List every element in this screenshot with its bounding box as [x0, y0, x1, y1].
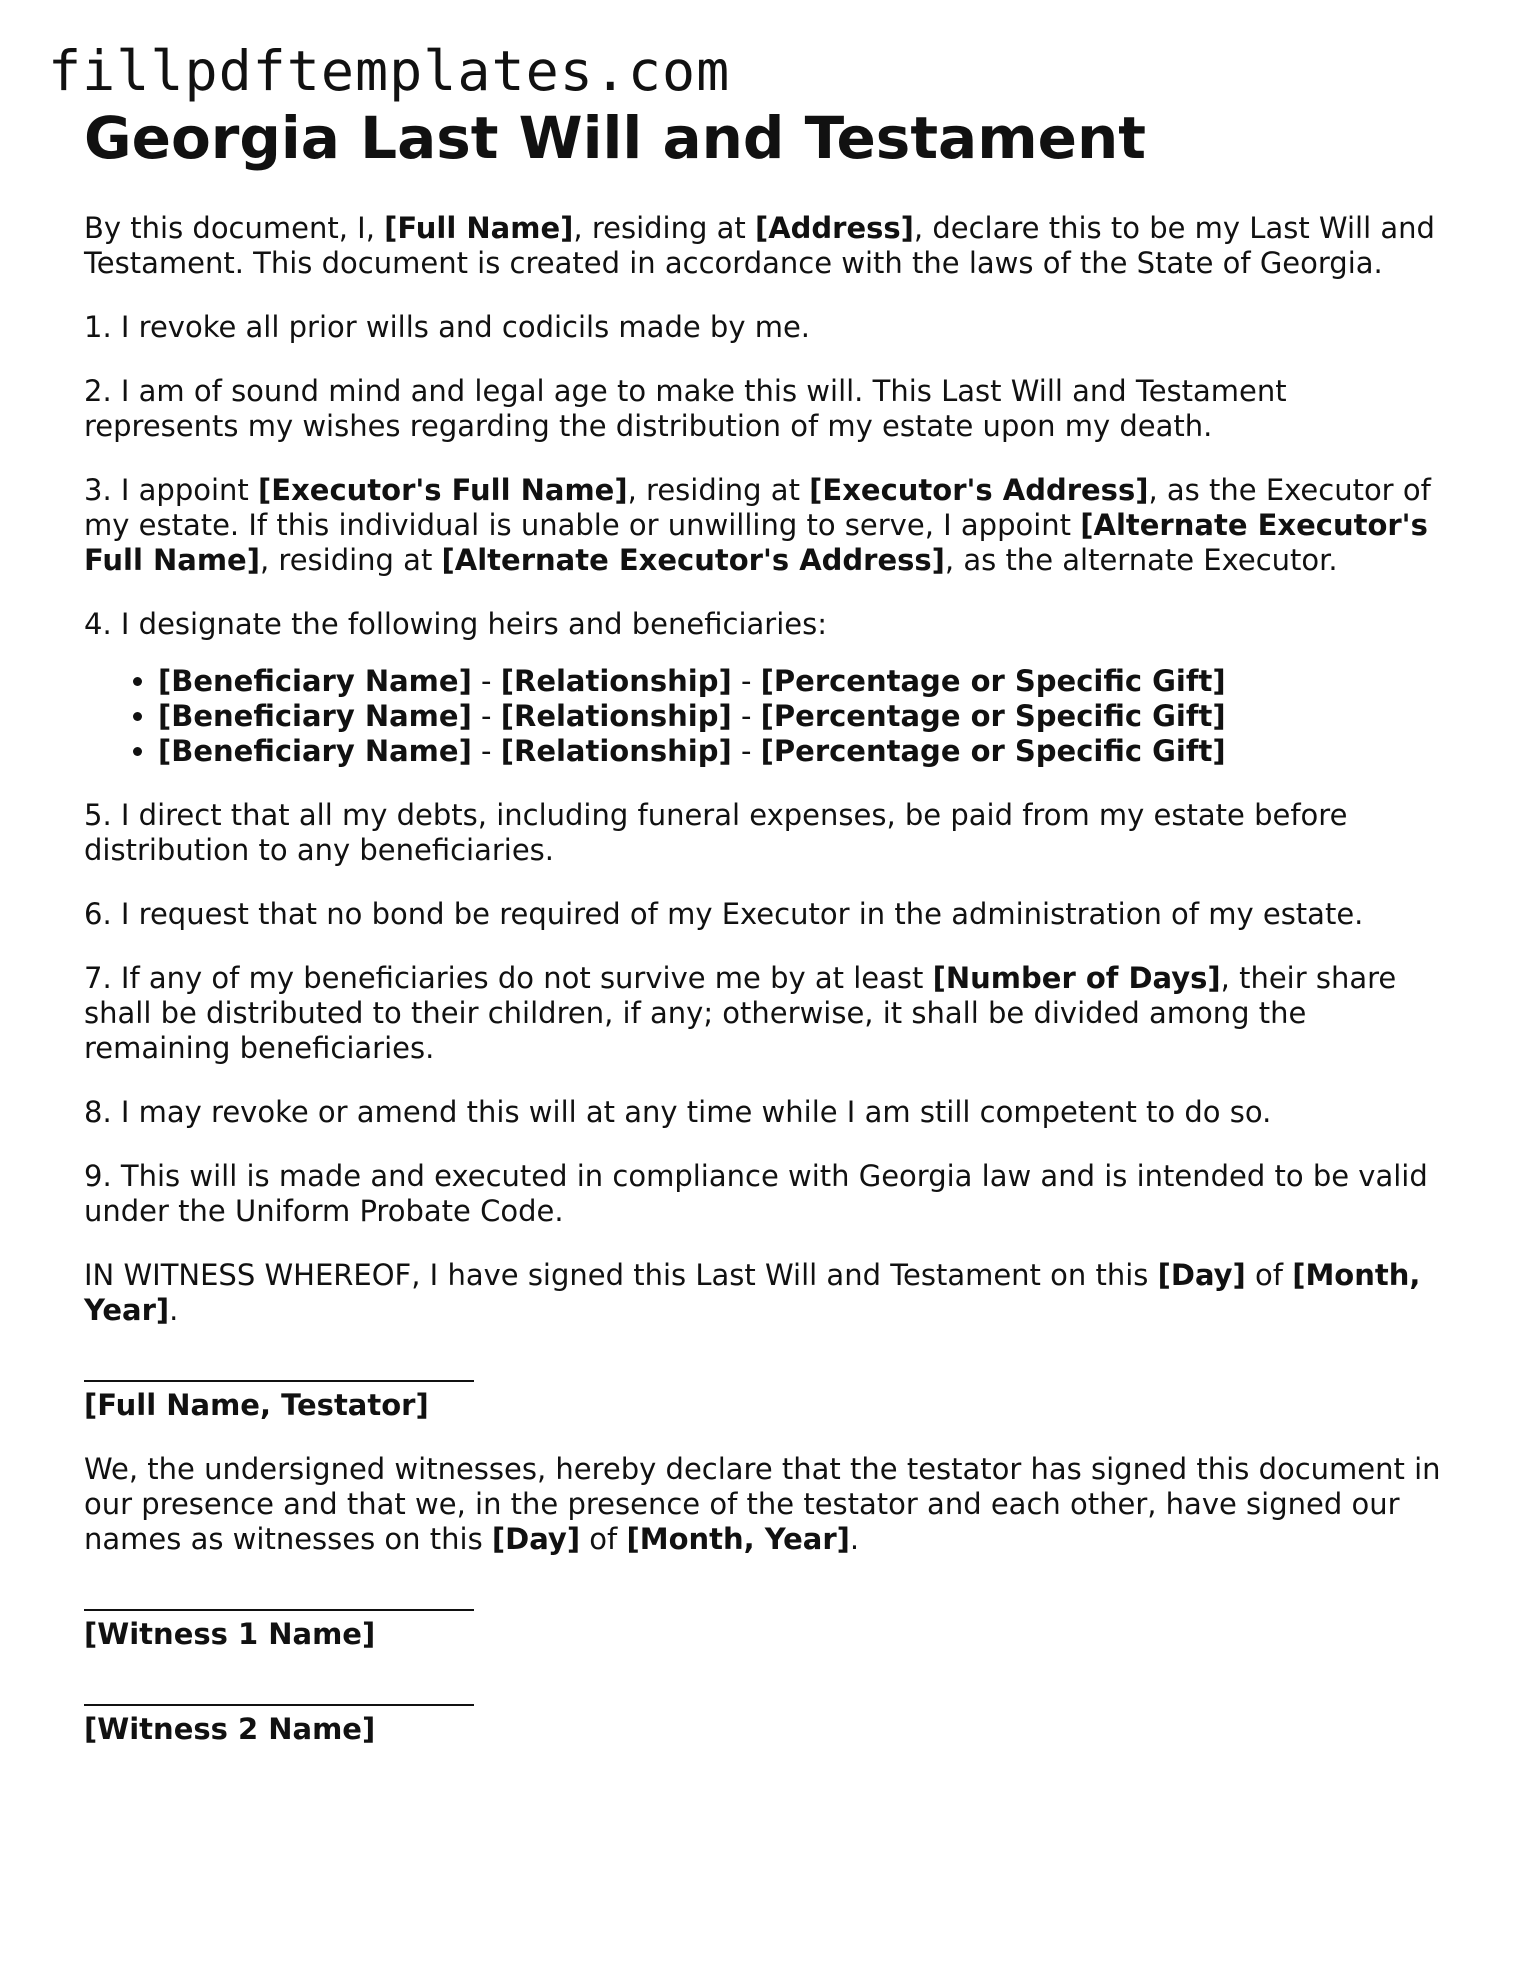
- list-item: [158, 734, 1444, 769]
- clause-3: [84, 473, 1444, 578]
- number-of-days-placeholder: [Number of Days]: [932, 960, 1221, 995]
- executor-name-placeholder: [Executor's Full Name]: [258, 472, 628, 507]
- clause-3-text-2: , residing at: [627, 472, 810, 507]
- beneficiary-name: [Beneficiary Name]: [158, 698, 472, 733]
- separator: -: [471, 733, 501, 768]
- testator-name-placeholder: [Full Name, Testator]: [84, 1387, 429, 1422]
- clause-9: 9. This will is made and executed in compliance with Georgia law and is intended to be valid under the Uniform Probate Code.: [84, 1158, 1428, 1228]
- list-item: [158, 699, 1444, 734]
- beneficiary-relationship: [Relationship]: [500, 698, 732, 733]
- full-name-placeholder: [Full Name]: [384, 210, 574, 245]
- witness-declaration-text-2: of: [580, 1521, 627, 1556]
- witness-whereof-text-3: .: [169, 1292, 179, 1327]
- separator: -: [731, 698, 761, 733]
- witness-1-signature-block: [84, 1609, 1444, 1652]
- intro-text-2: , residing at: [573, 210, 755, 245]
- witness-whereof-text-2: of: [1245, 1257, 1293, 1292]
- witness-2-signature-block: [84, 1704, 1444, 1747]
- testator-signature-block: [84, 1380, 1444, 1423]
- list-item: [158, 664, 1444, 699]
- witness-2-name-placeholder: [Witness 2 Name]: [84, 1711, 376, 1746]
- alternate-executor-address-placeholder: [Alternate Executor's Address]: [441, 542, 945, 577]
- alternate-executor-name-placeholder: [Alternate Executor's Full Name]: [84, 507, 1428, 577]
- witness-1-name-placeholder: [Witness 1 Name]: [84, 1616, 376, 1651]
- clause-3-text-5: , as the alternate Executor.: [944, 542, 1338, 577]
- beneficiary-name: [Beneficiary Name]: [158, 733, 472, 768]
- beneficiary-gift: [Percentage or Specific Gift]: [760, 733, 1226, 768]
- address-placeholder: [Address]: [754, 210, 914, 245]
- day-placeholder: [Day]: [1157, 1257, 1246, 1292]
- clause-8: 8. I may revoke or amend this will at any time while I am still competent to do so.: [84, 1094, 1272, 1129]
- day-placeholder: [Day]: [491, 1521, 581, 1556]
- separator: -: [731, 733, 761, 768]
- intro-text-3: , declare this to be my Last Will and Testament. This document is created in accordance with the laws of the State of Georgia.: [84, 210, 1435, 280]
- witness-declaration-paragraph: [84, 1452, 1444, 1557]
- clause-7-text-2: , their share shall be distributed to their children, if any; otherwise, it shall be divided among the remaining beneficiaries.: [84, 960, 1397, 1065]
- beneficiary-gift: [Percentage or Specific Gift]: [760, 698, 1226, 733]
- clause-7: [84, 961, 1444, 1066]
- witness-whereof-paragraph: [84, 1258, 1444, 1328]
- clause-3-text-3: , as the Executor of my estate. If this individual is unable or unwilling to serve, I appoint: [84, 472, 1431, 542]
- beneficiary-name: [Beneficiary Name]: [158, 663, 472, 698]
- clause-4: 4. I designate the following heirs and beneficiaries:: [84, 606, 827, 641]
- intro-paragraph: [84, 211, 1444, 281]
- document-body: [84, 104, 1444, 1776]
- separator: -: [471, 698, 501, 733]
- executor-address-placeholder: [Executor's Address]: [809, 472, 1149, 507]
- separator: -: [731, 663, 761, 698]
- clause-1: 1. I revoke all prior wills and codicils made by me.: [84, 309, 811, 344]
- signature-line: [84, 1380, 474, 1382]
- signature-line: [84, 1609, 474, 1611]
- beneficiary-relationship: [Relationship]: [500, 733, 732, 768]
- site-watermark: fillpdftemplates.com: [48, 39, 731, 103]
- month-year-placeholder: [Month, Year]: [84, 1257, 1421, 1327]
- witness-declaration-text-1: We, the undersigned witnesses, hereby declare that the testator has signed this document in our presence and that we, in the presence of the testator and each other, have signed our names as witnesses on this: [84, 1451, 1441, 1556]
- month-year-placeholder: [Month, Year]: [626, 1521, 850, 1556]
- beneficiary-list: [84, 664, 1444, 769]
- clause-5: 5. I direct that all my debts, including funeral expenses, be paid from my estate before distribution to any beneficiaries.: [84, 797, 1348, 867]
- witness-whereof-text-1: IN WITNESS WHEREOF, I have signed this Last Will and Testament on this: [84, 1257, 1158, 1292]
- beneficiary-relationship: [Relationship]: [500, 663, 732, 698]
- clause-2: 2. I am of sound mind and legal age to make this will. This Last Will and Testament represents my wishes regarding the distribution of my estate upon my death.: [84, 373, 1287, 443]
- document-title: Georgia Last Will and Testament: [84, 104, 1146, 172]
- clause-6: 6. I request that no bond be required of my Executor in the administration of my estate.: [84, 896, 1364, 931]
- clause-3-text-4: , residing at: [259, 542, 442, 577]
- clause-7-text-1: 7. If any of my beneficiaries do not survive me by at least: [84, 960, 933, 995]
- clause-3-text-1: 3. I appoint: [84, 472, 259, 507]
- intro-text-1: By this document, I,: [84, 210, 385, 245]
- signature-line: [84, 1704, 474, 1706]
- separator: -: [471, 663, 501, 698]
- witness-declaration-text-3: .: [849, 1521, 860, 1556]
- beneficiary-gift: [Percentage or Specific Gift]: [760, 663, 1226, 698]
